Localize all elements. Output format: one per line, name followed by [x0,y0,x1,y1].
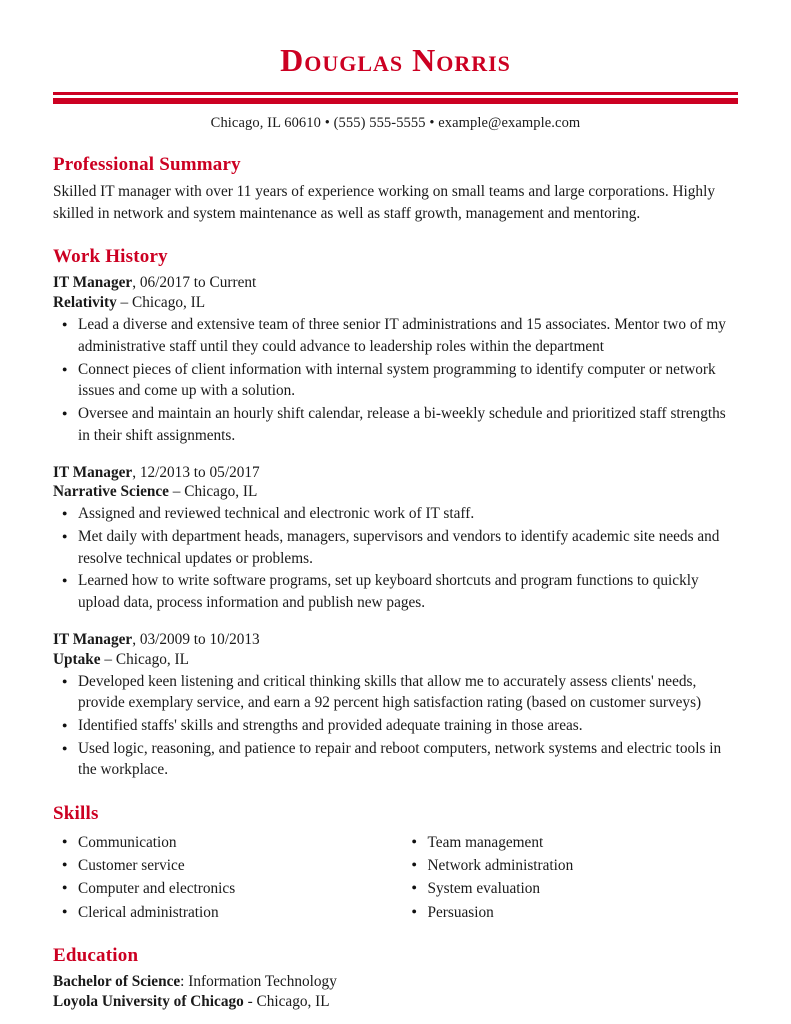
job-bullet: ● Learned how to write software programs, set up keyboard shortcuts and program functions to quickly upload data, process information and publish new pages. [53,570,738,613]
section-title-skills: Skills [53,803,99,825]
header-divider [53,92,738,104]
job-title: IT Manager [53,463,133,481]
education-school-location: - Chicago, IL [243,992,330,1010]
job-bullet: ● Used logic, reasoning, and patience to repair and reboot computers, network systems and electric tools in the workplace. [53,738,738,781]
skill-item: ● Clerical administration [53,902,396,923]
skills-column-left [53,830,396,922]
job-title: IT Manager [53,630,133,648]
job-bullet: ● Assigned and reviewed technical and electronic work of IT staff. [53,503,738,525]
skills-list-right [403,832,739,922]
skill-item: ● Team management [403,832,739,853]
job-company: Relativity [53,294,117,312]
job-location: – Chicago, IL [116,294,206,312]
job-company: Uptake [53,650,101,668]
job-company-line [53,482,738,502]
skills-column-right [396,830,739,922]
job-bullet: ● Developed keen listening and critical thinking skills that allow me to accurately assess clients' needs, provide exemplary service, and earn a 92 percent high satisfaction rating (based on customer surveys) [53,671,738,714]
skill-item: ● Persuasion [403,902,739,923]
skill-item: ● Communication [53,832,396,853]
job-title: IT Manager [53,274,133,292]
candidate-name: Douglas Norris [280,42,511,78]
job-bullet-list [53,314,738,446]
job-bullet: ● Identified staffs' skills and strengths and provided adequate training in those areas. [53,715,738,737]
job-location: – Chicago, IL [168,483,258,501]
skill-item: ● Customer service [53,855,396,876]
skills-columns [53,830,738,922]
job-company-line [53,650,738,670]
job-entry [53,630,738,781]
contact-line: Chicago, IL 60610 • (555) 555-5555 • example@example.com [210,115,581,131]
education-school-line [53,992,738,1012]
section-title-education: Education [53,944,139,966]
skill-item: ● System evaluation [403,878,739,899]
skills-list-left [53,832,396,922]
professional-summary-text: Skilled IT manager with over 11 years of experience working on small teams and large corporations. Highly skilled in network and system maintenance as well as staff growth, management and mentoring. [53,183,715,222]
skill-item: ● Network administration [403,855,739,876]
job-bullet: ● Connect pieces of client information with internal system programming to identify computer or network issues and come up with a solution. [53,359,738,402]
job-bullet: ● Oversee and maintain an hourly shift calendar, release a bi-weekly schedule and prioritized staff strengths in their shift assignments. [53,403,738,446]
job-bullet: ● Lead a diverse and extensive team of three senior IT administrations and 15 associates. Mentor two of my administrative staff until they could advance to leadership roles within the department [53,314,738,357]
skill-item: ● Computer and electronics [53,878,396,899]
job-dates: , 12/2013 to 05/2017 [132,463,260,481]
education-degree-label: Bachelor of Science [53,972,181,990]
education-degree-field: : Information Technology [180,972,337,990]
job-title-line [53,630,738,650]
job-title-line [53,463,738,483]
job-entry [53,273,738,446]
education-degree-line [53,972,738,992]
job-entry [53,463,738,614]
job-company: Narrative Science [53,483,169,501]
job-bullet-list [53,671,738,782]
section-title-work-history: Work History [53,246,168,268]
job-dates: , 06/2017 to Current [132,274,257,292]
job-title-line [53,273,738,293]
job-company-line [53,293,738,313]
job-dates: , 03/2009 to 10/2013 [132,630,260,648]
divider-thick-line [53,98,738,104]
section-title-professional-summary: Professional Summary [53,154,241,175]
education-school: Loyola University of Chicago [53,992,244,1010]
job-location: – Chicago, IL [100,650,189,668]
job-bullet-list [53,503,738,614]
job-bullet: ● Met daily with department heads, managers, supervisors and vendors to identify academic site needs and resolve technical updates or problems. [53,526,738,569]
